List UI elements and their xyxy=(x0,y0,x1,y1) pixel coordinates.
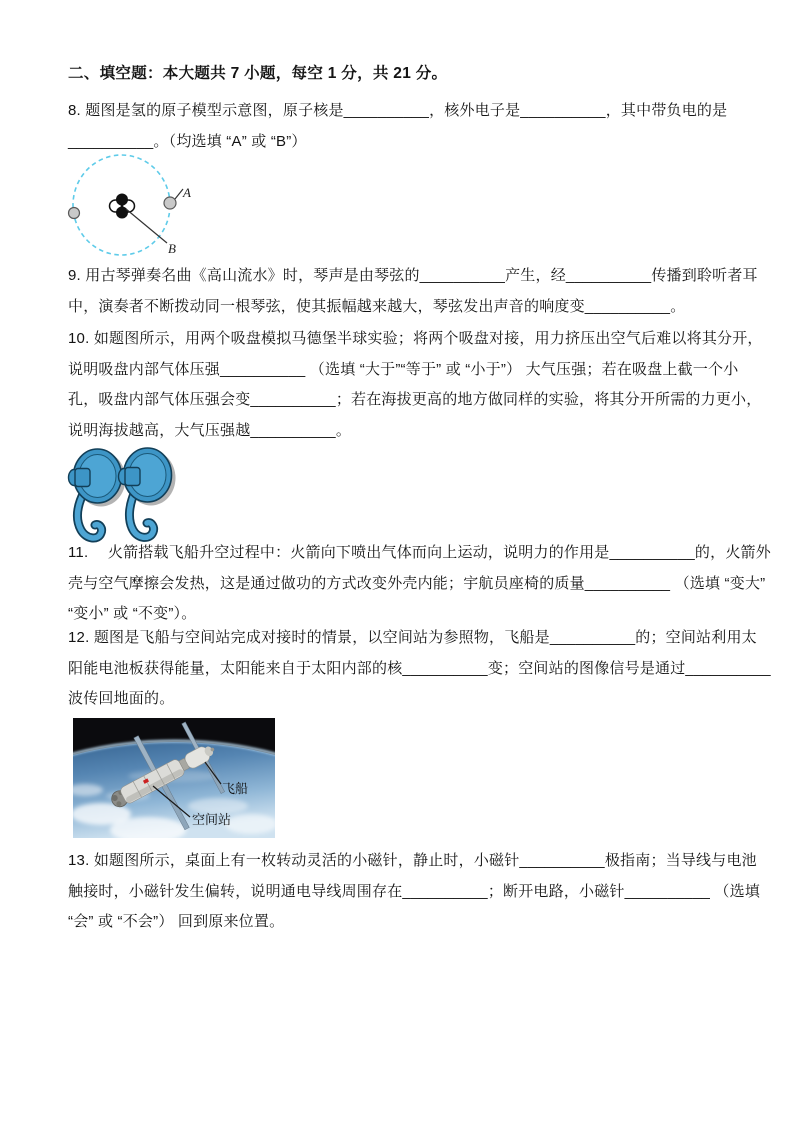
question-line: 8. 题图是氢的原子模型示意图，原子核是__________，核外电子是__________，其中带负电的是 xyxy=(68,102,728,119)
label-spacecraft: 飞船 xyxy=(222,781,249,796)
pointer-line-a xyxy=(175,189,183,199)
question-line: “会” 或 “不会”） 回到原来位置。 xyxy=(68,913,285,930)
pointer-line-b xyxy=(126,209,167,243)
question-11 xyxy=(68,538,771,630)
question-line: 中，演奏者不断拨动同一根琴弦，使其振幅越来越大，琴弦发出声音的响度变__________。 xyxy=(68,297,686,315)
section-header xyxy=(68,63,730,85)
question-line: 孔，吸盘内部气体压强会变__________；若在海拔更高的地方做同样的实验，将其分开所需的力更小， xyxy=(68,391,762,408)
question-line: 说明海拔越高，大气压强越__________。 xyxy=(68,421,352,439)
section-header-text: 二、填空题：本大题共 7 小题，每空 1 分，共 21 分。 xyxy=(68,65,448,82)
question-12 xyxy=(68,623,771,715)
question-line: 说明吸盘内部气体压强__________ （选填 “大于”“等于” 或 “小于”） 大气压强；若在吸盘上截一个小 xyxy=(68,360,739,378)
question-13 xyxy=(68,846,761,938)
atom-diagram xyxy=(64,150,194,262)
question-line: 11. 火箭搭载飞船升空过程中：火箭向下喷出气体而向上运动，说明力的作用是__________的，火箭外 xyxy=(68,544,771,561)
question-line: 10. 如题图所示，用两个吸盘模拟马德堡半球实验；将两个吸盘对接，用力挤压出空气后难以将其分开， xyxy=(68,330,763,347)
question-9 xyxy=(68,261,758,322)
electron-left xyxy=(69,208,80,219)
question-line: 壳与空气摩擦会发热，这是通过做功的方式改变外壳内能；宇航员座椅的质量__________ （选填 “变大” xyxy=(68,574,766,592)
label-a: A xyxy=(183,185,191,200)
question-line: 9. 用古琴弹奏名曲《高山流水》时，琴声是由琴弦的__________产生，经__________传播到聆听者耳 xyxy=(68,267,758,284)
question-line: 阳能电池板获得能量，太阳能来自于太阳内部的核__________变；空间站的图像信号是通过__________ xyxy=(68,659,771,677)
nucleus xyxy=(110,194,135,219)
question-line: “变小” 或 “不变”）。 xyxy=(68,605,197,622)
question-line: __________。（均选填 “A” 或 “B”） xyxy=(68,132,307,150)
question-8 xyxy=(68,96,730,157)
suction-cups-image xyxy=(64,444,186,552)
suction-cup-left xyxy=(69,449,126,538)
label-b: B xyxy=(168,241,176,256)
question-line: 12. 题图是飞船与空间站完成对接时的情景，以空间站为参照物，飞船是__________的；空间站利用太 xyxy=(68,629,757,646)
question-line: 13. 如题图所示，桌面上有一枚转动灵活的小磁针，静止时，小磁针__________极指南；当导线与电池 xyxy=(68,852,757,869)
space-station-image xyxy=(73,718,275,838)
question-line: 触接时，小磁针发生偏转，说明通电导线周围存在__________；断开电路，小磁针__________ （选填 xyxy=(68,882,761,900)
question-10 xyxy=(68,324,763,446)
suction-cup-right xyxy=(119,448,176,537)
question-line: 波传回地面的。 xyxy=(68,690,175,707)
electron-right xyxy=(164,197,176,209)
label-station: 空间站 xyxy=(192,812,232,827)
